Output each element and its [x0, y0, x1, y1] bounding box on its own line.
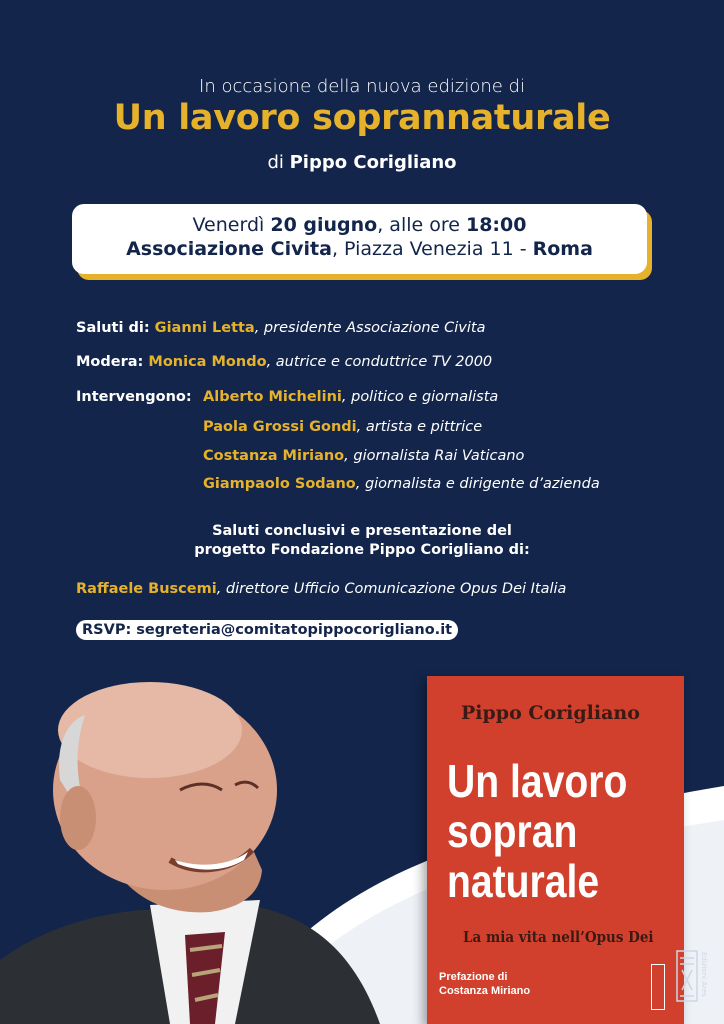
by-text: di: [267, 152, 290, 173]
speaker-name: Costanza Miriano: [203, 448, 345, 464]
event-date: 20 giugno: [270, 214, 378, 236]
speaker-name: Giampaolo Sodano: [203, 476, 356, 492]
moderator-role: , autrice e conduttrice TV 2000: [266, 354, 493, 370]
preface-author: Costanza Miriano: [439, 985, 531, 997]
speaker-role: , artista e pittrice: [356, 419, 483, 435]
book-title-line: naturale: [447, 855, 600, 907]
greetings-label: Saluti di:: [76, 320, 155, 336]
book-preface: [439, 970, 530, 998]
event-time: 18:00: [465, 214, 527, 236]
moderator-label: Modera:: [76, 354, 149, 370]
book-cover-title: [447, 756, 627, 906]
book-author: Pippo Corigliano: [461, 702, 640, 724]
event-city: Roma: [532, 238, 593, 260]
event-time-prefix: , alle ore: [377, 214, 466, 236]
conclusion-line-1: Saluti conclusivi e presentazione del: [212, 523, 512, 539]
author-name: Pippo Corigliano: [289, 152, 457, 173]
publisher-name: Edizioni Ares: [700, 952, 708, 997]
greetings-name: Gianni Letta: [154, 320, 255, 336]
book-title-line: Un lavoro: [447, 755, 628, 807]
preface-label: Prefazione di: [439, 971, 508, 983]
event-venue: Associazione Civita: [126, 238, 332, 260]
intro-text: In occasione della nuova edizione di: [199, 76, 525, 97]
speakers-label-text: Intervengono:: [76, 389, 192, 405]
event-day: Venerdì: [192, 214, 271, 236]
closer-role: , direttore Ufficio Comunicazione Opus Dei Italia: [216, 581, 567, 597]
book-title-line: sopran: [447, 805, 578, 857]
moderator-name: Monica Mondo: [148, 354, 267, 370]
closer-name: Raffaele Buscemi: [76, 581, 217, 597]
publisher-spine-logo: [651, 964, 665, 1010]
speaker-name: Paola Grossi Gondi: [203, 419, 357, 435]
event-address: , Piazza Venezia 11 -: [331, 238, 533, 260]
greetings-role: , presidente Associazione Civita: [254, 320, 486, 336]
conclusion-line-2: progetto Fondazione Pippo Corigliano di:: [194, 542, 530, 558]
speaker-name: Alberto Michelini: [203, 389, 342, 405]
book-title-heading: Un lavoro soprannaturale: [113, 98, 611, 138]
rsvp-badge[interactable]: RSVP: segreteria@comitatopippocorigliano.it: [76, 620, 458, 640]
speaker-role: , giornalista e dirigente d’azienda: [355, 476, 600, 492]
speaker-role: , giornalista Rai Vaticano: [344, 448, 525, 464]
publisher-logo-icon: [676, 950, 698, 1002]
speaker-role: , politico e giornalista: [341, 389, 499, 405]
book-cover: [427, 676, 684, 1024]
book-subtitle: La mia vita nell’Opus Dei: [463, 928, 654, 946]
